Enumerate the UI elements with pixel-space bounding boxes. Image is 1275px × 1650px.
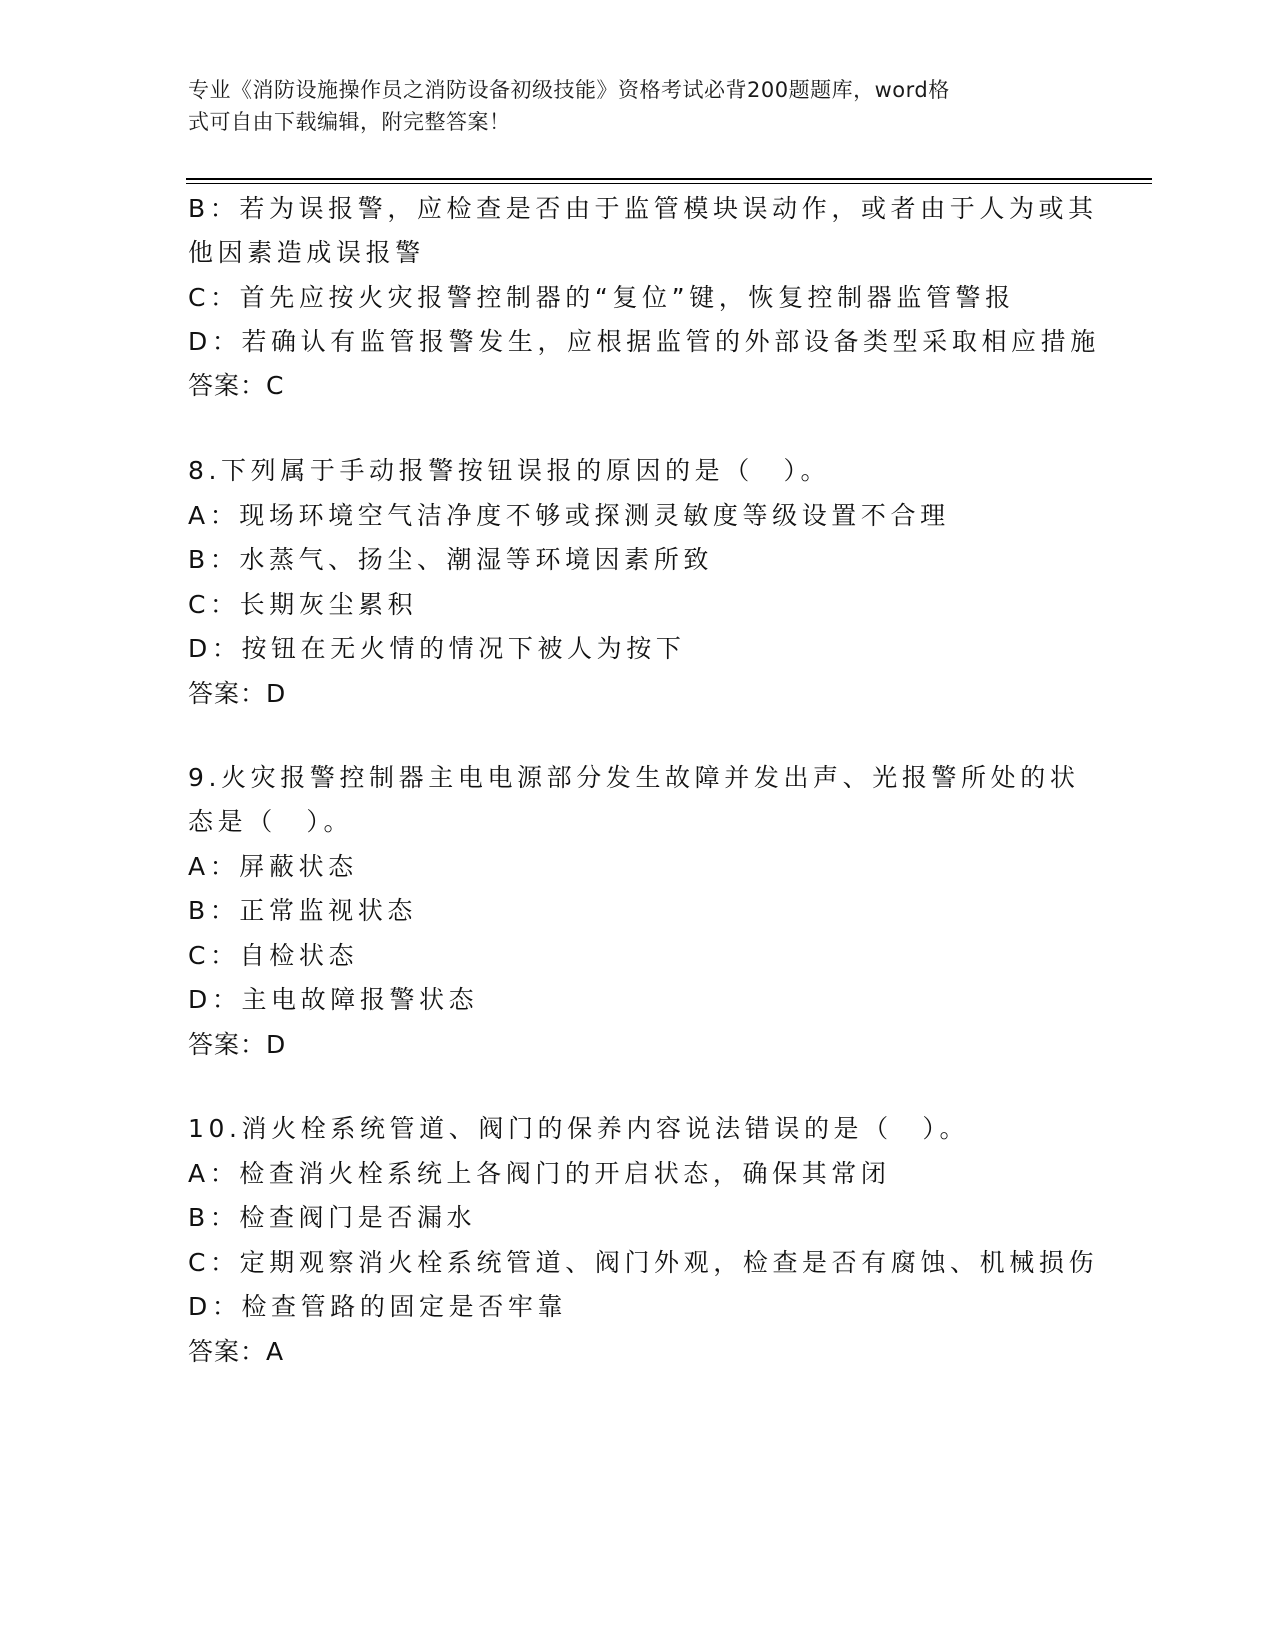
q8-option-d: D：按钮在无火情的情况下被人为按下 [188,634,686,663]
q8-option-a: A：现场环境空气洁净度不够或探测灵敏度等级设置不合理 [188,501,950,530]
q7-option-b-line-2: 他因素造成误报警 [188,238,425,267]
q7-option-d: D：若确认有监管报警发生，应根据监管的外部设备类型采取相应措施 [188,327,1100,356]
q9-stem-line-2: 态是（ ）。 [188,807,354,836]
q9-stem-line-1: 9.火灾报警控制器主电电源部分发生故障并发出声、光报警所处的状 [188,763,1080,792]
header-divider-thin [186,183,1152,184]
q9-option-a: A：屏蔽状态 [188,852,358,881]
q10-option-b: B：检查阀门是否漏水 [188,1203,477,1232]
q9-option-c: C：自检状态 [188,941,359,970]
q9-option-d: D：主电故障报警状态 [188,985,479,1014]
q10-option-a: A：检查消火栓系统上各阀门的开启状态，确保其常闭 [188,1159,891,1188]
q10-option-d: D：检查管路的固定是否牢靠 [188,1292,568,1321]
q10-answer: 答案：A [188,1337,285,1366]
q8-answer: 答案：D [188,679,287,708]
q7-answer: 答案：C [188,371,285,400]
q7-option-b-line-1: B：若为误报警，应检查是否由于监管模块误动作，或者由于人为或其 [188,194,1098,223]
header-divider-thick [186,178,1152,180]
q9-option-b: B：正常监视状态 [188,896,417,925]
header-line-2: 式可自由下载编辑，附完整答案！ [188,110,511,134]
q7-option-c: C：首先应按火灾报警控制器的“复位”键，恢复控制器监管警报 [188,283,1015,312]
header-line-1: 专业《消防设施操作员之消防设备初级技能》资格考试必背200题题库，word格 [188,78,950,102]
q9-answer: 答案：D [188,1030,287,1059]
q10-stem: 10.消火栓系统管道、阀门的保养内容说法错误的是（ ）。 [188,1114,970,1143]
q8-option-c: C：长期灰尘累积 [188,590,418,619]
q8-option-b: B：水蒸气、扬尘、潮湿等环境因素所致 [188,545,713,574]
document-header [188,74,1068,138]
q10-option-c: C：定期观察消火栓系统管道、阀门外观，检查是否有腐蚀、机械损伤 [188,1248,1099,1277]
q8-stem: 8.下列属于手动报警按钮误报的原因的是（ ）。 [188,456,831,485]
